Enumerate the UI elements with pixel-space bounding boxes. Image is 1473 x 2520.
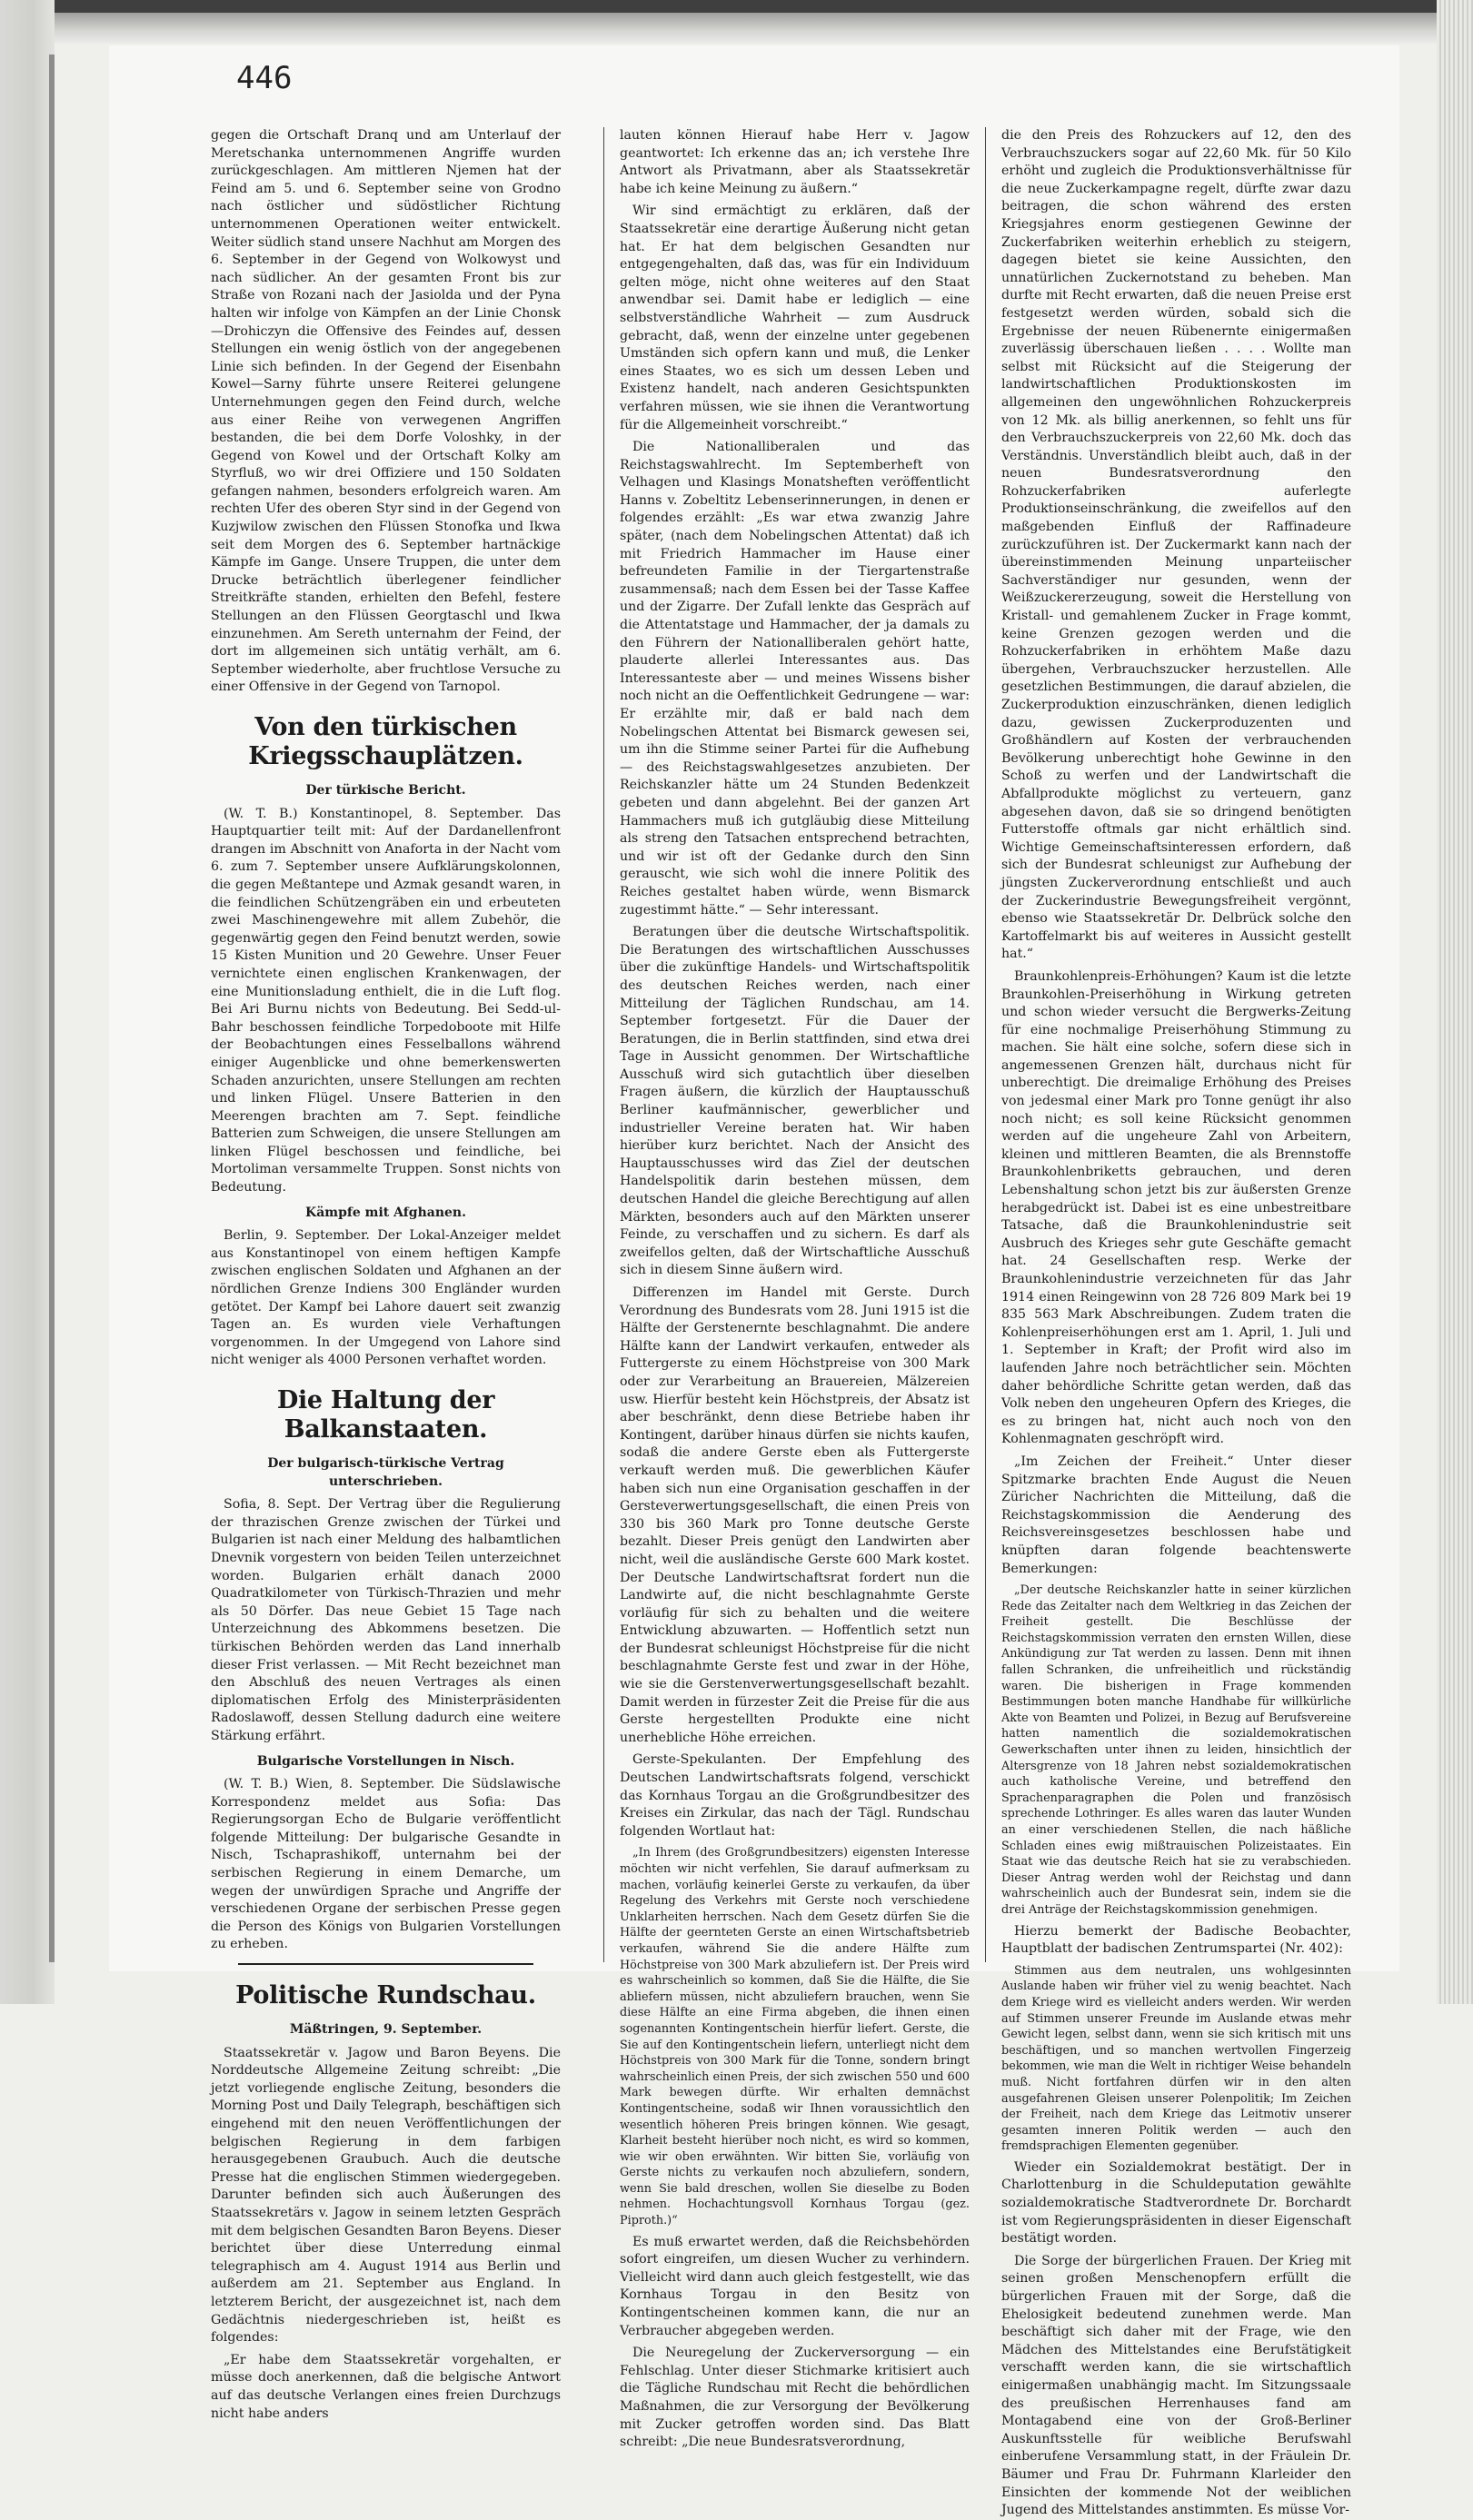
article-text: Berlin, 9. September. Der Lokal-Anzeiger meldet aus Konstantinopel von einem heftigen Kampfe zwischen englischen Soldaten und Afghanen an der nördlichen Grenze Indiens 300 Engländer wurden getötet. Der Kampf bei Lahore dauert seit zwanzig Tagen an. Es wurden viele Verhaftungen vorgenommen. In der Umgegend von Lahore sind nicht weniger als 4000 Personen verhaftet worden. [211,1228,561,1368]
column-rule-2 [985,127,986,1962]
article-text: Sofia, 8. Sept. Der Vertrag über die Regulierung der thrazischen Grenze zwischen der Türkei und Bulgarien ist nach einer Meldung des halbamtlichen Dnevnik vorgestern von beiden Teilen unterzeichnet worden. Bulgarien erhält danach 2000 Quadratkilometer von Türkisch-Thrazien und mehr als 50 Dörfer. Das neue Gebiet 15 Tage nach Unterzeichnung des Abkommens besetzen. Die türkischen Behörden werden das Land innerhalb dieser Frist verlassen. — Mit Recht bezeichnet man den Abschluß des neuen Vertrages als einen diplomatischen Erfolg des Ministerpräsidenten Radoslawoff, dessen Stellung dadurch eine weitere Stärkung erfährt. [211,1497,561,1743]
article-text: „Er habe dem Staatssekretär vorgehalten, er müsse doch anerkennen, daß die belgische Antwort auf das deutsche Verlangen eines freien Durchzugs nicht habe anders [211,2352,561,2421]
article-text: Die Sorge der bürgerlichen Frauen. Der Krieg mit seinen großen Menschenopfern erfüllt die bürgerlichen Frauen mit der Sorge, daß die Ehelosigkeit bedeutend zunehmen werde. Man beschäftigt sich daher mit der Frage, wie den Mädchen des Mittelstandes eine Berufstätigkeit verschafft werden kann, die sie wirtschaftlich einigermaßen unabhängig macht. Im Sitzungssaale des preußischen Herrenhauses fand am Montagabend eine von der Groß-Berliner Auskunftsstelle für weibliche Berufswahl einberufene Versammlung statt, in der Fräulein Dr. Bäumer und Frau Dr. Fuhrmann Klarleider den Einsichten der kommende Not der weiblichen Jugend des Mittelstandes anstimmten. Es müsse Vor- [1001,2253,1351,2518]
subheading: Kämpfe mit Afghanen. [305,1205,466,1220]
section-heading-turkish: Von den türkischen Kriegsschauplätzen. [248,713,523,770]
article-text: die den Preis des Rohzuckers auf 12, den des Verbrauchszuckers sogar auf 22,60 Mk. für 50 Kilo erhöht und zugleich die Produktionsverhältnisse für die neue Zuckerkampagne regelt, dürfte zwar dazu beitragen, die schon während des ersten Kriegsjahres enorm gestiegenen Gewinne der Zuckerfabriken weiterhin erheblich zu steigern, dagegen bietet sie keine Aussichten, den unnatürlichen Zuckernotstand zu beheben. Man durfte mit Recht erwarten, daß die neuen Preise erst festgesetzt werden würden, sobald sich die Ergebnisse der neuen Rübenernte einigermaßen zuverlässig überschauen ließen . . . . Wollte man selbst mit Rücksicht auf die Steigerung der landwirtschaftlichen Produktionskosten im allgemeinen den ungewöhnlichen Rohzuckerpreis von 12 Mk. als billig anerkennen, so fehlt uns für den Verbrauchszuckerpreis von 22,60 Mk. doch das Verständnis. Unverständlich bleibt auch, daß in der neuen Bundesratsverordnung den Rohzuckerfabriken auferlegte Produktionseinschränkung, die zweifellos auf den maßgebenden Einfluß der Raffinadeure zurückzuführen ist. Der Zuckermarkt kann nach der übereinstimmenden Meinung unparteiischer Sachverständiger nur gesunden, wenn der Weißzuckererzeugung, soweit die Herstellung von Kristall- und gemahlenem Zucker in Frage kommt, keine Grenzen gezogen werden und die Rohzuckerfabriken in erhöhtem Maße dazu übergehen, Verbrauchszucker herzustellen. Alle gesetzlichen Bestimmungen, die darauf abzielen, die Zuckerproduktion einzuschränken, dienen lediglich dazu, gewissen Zuckerproduzenten und Großhändlern auf Kosten der verbrauchenden Bevölkerung unberechtigt hohe Gewinne in den Schoß zu werfen und der Landwirtschaft die Abfallprodukte möglichst zu verteuern, ganz abgesehen davon, daß sie so dringend benötigten Futterstoffe oftmals gar nicht erhältlich sind. Wichtige Gemeinschaftsinteressen erfordern, daß sich der Bundesrat schleunigst zur Aufhebung der jüngsten Zuckerverordnung entschließt und auch der Zuckerindustrie Bewegungsfreiheit vergönnt, ebenso wie Staatssekretär Dr. Delbrück solche den Kartoffelmarkt bis auf weiteres in Aussicht gestellt hat.“ [1001,128,1351,962]
article-text: Differenzen im Handel mit Gerste. Durch Verordnung des Bundesrats vom 28. Juni 1915 ist die Hälfte der Gerstenernte beschlagnahmt. Die andere Hälfte kann der Landwirt verkaufen, entweder als Futtergerste zu einem Höchstpreise von 300 Mark oder zur Verarbeitung an Brauereien, Mälzereien usw. Hierfür besteht kein Höchstpreis, der Absatz ist aber beschränkt, denn diese Betriebe haben ihr Kontingent, darüber hinaus dürfen sie nichts kaufen, sodaß die andere Gerste eben als Futtergerste verkauft werden muß. Die gewerblichen Käufer haben sich nun eine Organisation geschaffen in der Gersteverwertungsgesellschaft, die einen Preis von 330 bis 360 Mark pro Tonne deutsche Gerste bezahlt. Dieser Preis genügt den Landwirten aber nicht, weil die ausländische Gerste 600 Mark kostet. Der Deutsche Landwirtschaftsrat fordert nun die Landwirte auf, die nicht beschlagnahmte Gerste vorläufig für sich zu behalten und die weitere Entwicklung abzuwarten. — Hoffentlich setzt nun der Bundesrat schleunigst Höchstpreise für die nicht beschlagnahmte Gerste fest und zwar in der Höhe, wie sie die Gerstenverwertungsgesellschaft bezahlt. Damit werden in fürzester Zeit die Preise für die aus Gerste hergestellten Produkte eine nicht unerhebliche Höhe erreichen. [620,1285,970,1745]
page-top-edge [55,0,1437,44]
dateline: Mäßtringen, 9. September. [289,2022,483,2038]
article-text: (W. T. B.) Wien, 8. September. Die Südslawische Korrespondenz meldet aus Sofia: Das Regierungsorgan Echo de Bulgarie veröffentlicht folgende Mitteilung: Der bulgarische Gesandte in Nisch, Tschaprashikoff, unternahm bei der serbischen Regierung in einem Demarche, um wegen der unwürdigen Sprache und Angriffe der verschiedenen Organe der serbischen Presse gegen die Person des Königs von Bulgarien Vorstellungen zu erheben. [211,1777,561,1952]
column-rule-1 [603,127,604,1962]
section-heading-balkan: Die Haltung der Balkanstaaten. [276,1386,495,1444]
page-number: 446 [236,60,293,96]
article-text: lauten können Hierauf habe Herr v. Jagow geantwortet: Ich erkenne das an; ich verstehe Ihre Antwort als Privatmann, aber als Staatssekretär habe ich keine Meinung zu äußern.“ [620,128,970,196]
column-3 [1001,127,1351,2518]
column-1 [211,127,561,2421]
article-text: Staatssekretär v. Jagow und Baron Beyens. Die Norddeutsche Allgemeine Zeitung schreibt: „Die jetzt vorliegende englische Zeitung, besonders die Morning Post und Daily Telegraph, beschäftigen sich eingehend mit den neuen Veröffentlichungen der belgischen Regierung in dem farbigen herausgegebenen Graubuch. Auch die deutsche Presse hat die englischen Stimmen wiedergegeben. Darunter befinden sich auch Äußerungen des Staatssekretärs v. Jagow in seinem letzten Gespräch mit dem belgischen Gesandten Baron Beyens. Dieser berichtet über diese Unterredung einmal telegraphisch am 4. August 1914 aus Berlin und außerdem am 21. September aus England. In letzterem Bericht, der ausgezeichnet ist, nach dem Gedächtnis niedergeschrieben ist, heißt es folgendes: [211,2045,561,2346]
subheading: Der bulgarisch-türkische Vertrag unterschrieben. [267,1456,504,1489]
quoted-text: „Der deutsche Reichskanzler hatte in seiner kürzlichen Rede das Zeitalter nach dem Weltkrieg in das Zeichen der Freiheit gestellt. Die Beschlüsse der Reichstagskommission verraten den ernsten Willen, diese Ankündigung zur Tat werden zu lassen. Denn mit ihnen fallen Schranken, die unfreiheitlich und rückständig waren. Die bisherigen in Frage kommenden Bestimmungen boten manche Handhabe für willkürliche Akte von Beamten und Polizei, in Bezug auf Berufsvereine hatten namentlich die sozialdemokratischen Gewerkschaften unter ihnen zu leiden, hinsichtlich der Altersgrenze von 18 Jahren nebst sozialdemokratischen auch katholische Vereine, und betreffend den Sprachenparagraphen die Polen und französisch sprechende Lothringer. Es alles waren das lauter Wunden an einer verschiedenen Stellen, die nach häßliche Schladen eines ewig mißtrauischen Polizeistaates. Ein Staat wie das deutsche Reich hat sie zu verabschieden. Dieser Antrag werden wohl der Reichstag und dann wahrscheinlich auch der Bundesrat sein, indem sie die drei Anträge der Reichstagskommission genehmigen. [1001,1583,1351,1917]
subheading: Bulgarische Vorstellungen in Nisch. [256,1753,515,1769]
article-text: „Im Zeichen der Freiheit.“ Unter dieser Spitzmarke brachten Ende August die Neuen Züricher Nachrichten die Mitteilung, daß die Reichstagskommission die Aenderung des Reichsvereinsgesetzes beschlossen habe und knüpften daran folgende beachtenswerte Bemerkungen: [1001,1453,1351,1576]
article-text: Braunkohlenpreis-Erhöhungen? Kaum ist die letzte Braunkohlen-Preiserhöhung in Wirkung getreten und schon wieder versucht die Bergwerks-Zeitung für eine nochmalige Preiserhöhung Stimmung zu machen. Sie hält eine solche, sofern diese sich in angemessenen Grenzen hält, durchaus nicht für unberechtigt. Die dreimalige Erhöhung des Preises von jedesmal einer Mark pro Tonne genügt ihr also noch nicht; es soll keine Rücksicht genommen werden auf die ungeheure Zahl von Arbeitern, kleinen und mittleren Beamten, die als Brennstoffe Braunkohlenbriketts gebrauchen, und deren Lebenshaltung schon jetzt bis zur äußersten Grenze herabgedrückt ist. Dabei ist es eine unbestreitbare Tatsache, daß die Braunkohlenindustrie seit Ausbruch des Krieges sehr gute Geschäfte gemacht hat. 24 Gesellschaften resp. Werke der Braunkohlenindustrie verzeichneten für das Jahr 1914 einen Reingewinn von 28 726 809 Mark bei 19 835 563 Mark Abschreibungen. Zudem traten die Kohlenpreiserhöhungen erst am 1. April, 1. Juli und 1. September in Kraft; der Profit wird also im laufenden Jahre noch beträchtlicher sein. Möchten daher behördliche Schritte getan werden, daß das Volk neben den ungeheuren Opfern des Krieges, die es zu bringen hat, nicht auch noch von den Kohlenmagnaten geschröpft wird. [1001,968,1351,1447]
article-text: Beratungen über die deutsche Wirtschaftspolitik. Die Beratungen des wirtschaftlichen Ausschusses über die zukünftige Handels- und Wirtschaftspolitik des deutschen Reiches werden, nach einer Mitteilung der Täglichen Rundschau, am 14. September fortgesetzt. Für die Dauer der Beratungen, die in Berlin stattfinden, sind etwa drei Tage in Aussicht genommen. Der Wirtschaftliche Ausschuß wird sich gutachtlich über dieselben Fragen äußern, die kürzlich der Hauptausschuß Berliner kaufmännischer, gewerblicher und industrieller Vereine beraten hat. Wir haben hierüber kurz berichtet. Nach der Ansicht des Hauptausschusses wird das Ziel der deutschen Handelspolitik darin bestehen müssen, dem deutschen Handel die gleiche Berechtigung auf allen Märkten, besonders auch auf den Märkten unserer Feinde, zu verschaffen und zu sichern. Es darf als zweifellos gelten, daß der Wirtschaftliche Ausschuß sich in diesem Sinne äußern wird. [620,925,970,1278]
article-text: Die Neuregelung der Zuckerversorgung — ein Fehlschlag. Unter dieser Stichmarke kritisiert auch die Tägliche Rundschau mit Recht die behördlichen Maßnahmen, die zur Versorgung der Bevölkerung mit Zucker getroffen worden sind. Das Blatt schreibt: „Die neue Bundesratsverordnung, [620,2346,970,2450]
article-text: Die Nationalliberalen und das Reichstagswahlrecht. Im Septemberheft von Velhagen und Klasings Monatsheften veröffentlicht Hanns v. Zobeltitz Lebenserinnerungen, in denen er folgendes erzählt: „Es war etwa zwanzig Jahre später, (nach dem Nobelingschen Attentat) daß ich mit Friedrich Hammacher im Hause einer befreundeten Familie in der Tiergartenstraße zusammensaß; nach dem Essen bei der Tasse Kaffee und der Zigarre. Der Zufall lenkte das Gespräch auf die Attentatstage und Hammacher, der ja damals zu den Führern der Nationalliberalen gehört hatte, plauderte allerlei Interessantes aus. Das Interessanteste aber — und meines Wissens bisher noch nicht an die Oeffentlichkeit Gedrungene — war: Er erzählte mir, daß er bald nach dem Nobelingschen Attentat bei Bismarck gewesen sei, um ihn die Stimme seiner Partei für die Aufhebung — des Reichstagswahlgesetzes anzubieten. Der Reichskanzler hätte um 24 Stunden Bedenkzeit gebeten und dann abgelehnt. Bei der ganzen Art Hammachers muß ich gutgläubig diese Mitteilung als streng den Tatsachen entsprechend betrachten, und wir ist oft der Gedanke durch den Sinn gerauscht, wie sich wohl die innere Politik des Reiches gestaltet haben würde, wenn Bismarck zugestimmt hätte.“ — Sehr interessant. [620,440,970,918]
article-text: gegen die Ortschaft Dranq und am Unterlauf der Meretschanka unternommenen Angriffe wurden zurückgeschlagen. Am mittleren Njemen hat der Feind am 5. und 6. September seine von Grodno nach östlicher und südöstlicher Richtung unternommenen Operationen weiter entwickelt. Weiter südlich stand unsere Nachhut am Morgen des 6. September in der Gegend von Wolkowyst und nach südlicher. An der gesamten Front bis zur Straße von Rozani nach der Jasiolda und der Pyna halten wir infolge von Kämpfen an der Linie Chonsk—Drohiczyn die Offensive des Feindes auf, dessen Stellungen ein wenig östlich von der angegebenen Linie sich befinden. In der Gegend der Eisenbahn Kowel—Sarny führte unsere Reiterei gelungene Unternehmungen gegen den Feind durch, welche aus einer Reihe von verwegenen Angriffen bestanden, die bei dem Dorfe Voloshky, in der Gegend von Kowel und der Ortschaft Kolky am Styrfluß, wo wir drei Offiziere und 150 Soldaten gefangen nahmen, besonders erfolgreich waren. Am rechten Ufer des oberen Styr sind in der Gegend von Kuzjwilow zwischen den Flüssen Stonofka und Ikwa seit dem Morgen des 6. September hartnäckige Kämpfe im Gange. Unsere Truppen, die unter dem Drucke beträchtlich überlegener feindlicher Streitkräfte standen, erhielten den Befehl, festere Stellungen an den Flüssen Georgtaschl und Ikwa einzunehmen. Am Sereth unternahm der Feind, der dort im allgemeinen sich untätig verhält, am 6. September wiederholte, aber fruchtlose Versuche zu einer Offensive in der Gegend von Tarnopol. [211,128,561,695]
separator-line [238,1963,533,1965]
article-text: Hierzu bemerkt der Badische Beobachter, Hauptblatt der badischen Zentrumspartei (Nr. 402): [1001,1923,1351,1957]
book-binding [0,0,55,2004]
article-text: Gerste-Spekulanten. Der Empfehlung des Deutschen Landwirtschaftsrats folgend, verschickt das Kornhaus Torgau an die Großgrundbesitzer des Kreises ein Zirkular, das nach der Tägl. Rundschau folgenden Wortlaut hat: [620,1752,970,1839]
subheading: Der türkische Bericht. [305,783,466,798]
article-text: Wieder ein Sozialdemokrat bestätigt. Der in Charlottenburg in die Schuldeputation gewählte sozialdemokratische Stadtverordnete Dr. Borchardt ist vom Regierungspräsidenten in dieser Eigenschaft bestätigt worden. [1001,2159,1351,2247]
article-text: Wir sind ermächtigt zu erklären, daß der Staatssekretär eine derartige Äußerung nicht getan hat. Er hat dem belgischen Gesandten nur entgegengehalten, daß das, was für ein Individuum gelten möge, nicht ohne weiteres auf den Staat anwendbar sei. Damit habe er lediglich — eine selbstverständliche Wahrheit — zum Ausdruck gebracht, daß, wenn der einzelne unter gegebenen Umständen sich opfern kann und muß, die Lenker eines Staates, wo es sich um dessen Leben und Existenz handelt, nach anderen Gesichtspunkten verfahren müssen, wie sie ihnen die Verantwortung für die Allgemeinheit vorschreibt.“ [620,203,970,432]
article-text: Es muß erwartet werden, daß die Reichsbehörden sofort eingreifen, um diesen Wucher zu verhindern. Vielleicht wird dann auch gleich festgestellt, wie das Kornhaus Torgau in den Besitz von Kontingentscheinen kommen kann, die nur an Verbraucher abgegeben werden. [620,2234,970,2338]
article-text: (W. T. B.) Konstantinopel, 8. September. Das Hauptquartier teilt mit: Auf der Dardanellenfront drangen im Abschnitt von Anaforta in der Nacht vom 6. zum 7. September unsere Aufklärungskolonnen, die gegen Meßtantepe und Azmak gesandt waren, in die feindlichen Schützengräben ein und erbeuteten zwei Maschinengewehre mit allem Zubehör, die gegenwärtig gegen den Feind benutzt werden, sowie 15 Kisten Munition und 20 Gewehre. Unser Feuer vernichtete einen englischen Krankenwagen, der eine Munitionsladung enthielt, die in die Luft flog. Bei Ari Burnu nichts von Bedeutung. Bei Sedd-ul-Bahr beschossen feindliche Torpedoboote mit Hilfe der Beobachtungen eines Fesselballons während einiger Augenblicke und ohne bemerkenswerten Schaden anzurichten, unsere Stellungen am rechten und linken Flügel. Unsere Batterien in den Meerengen brachten am 7. Sept. feindliche Batterien zum Schweigen, die unsere Stellungen am linken Flügel beschossen und feindliche, bei Mortoliman versammelte Truppen. Sonst nichts von Bedeutung. [211,806,561,1196]
quoted-text: Stimmen aus dem neutralen, uns wohlgesinnten Auslande haben wir früher viel zu wenig beachtet. Nach dem Kriege wird es vielleicht anders werden. Wir werden auf Stimmen unserer Freunde im Auslande etwas mehr Gewicht legen, selbst dann, wenn sie sich kritisch mit uns beschäftigen, und so manchen wertvollen Fingerzeig bekommen, wie man die Welt in richtiger Weise behandeln muß. Nicht fortfahren dürfen wir in den alten ausgefahrenen Gleisen unserer Polenpolitik; Im Zeichen der Freiheit, nach dem Kriege das Leitmotiv unserer gesamten inneren Politik werden — auch den fremdsprachigen Elementen gegenüber. [1001,1963,1351,2154]
page-stack-edge [1437,0,1473,2004]
column-2 [620,127,970,2450]
section-heading-politics: Politische Rundschau. [235,1981,536,2010]
quoted-circular: „In Ihrem (des Großgrundbesitzers) eigensten Interesse möchten wir nicht verfehlen, Sie darauf aufmerksam zu machen, vorläufig keinerlei Gerste zu verkaufen, da über Regelung des Verkehrs mit Gerste noch verschiedene Unklarheiten herrschen. Nach dem Gesetz dürfen Sie die Hälfte der geernteten Gerste an einen Wirtschaftsbetrieb verkaufen, während Sie die andere Hälfte zum Höchstpreise von 300 Mark abzuliefern ist. Der Preis wird es wahrscheinlich so kommen, daß Sie die Hälfte, die Sie abliefern müssen, nicht abzuliefern brauchen, wenn Sie diese Hälfte an eine Firma abgeben, die ihnen einen sogenannten Kontingentschein hierfür liefert. Gerste, die Sie auf den Kontingentschein liefern, unterliegt nicht dem Höchstpreis von 300 Mark für die Tonne, sondern bringt wahrscheinlich einen Preis, der sich zwischen 550 und 600 Mark bewegen dürfte. Wir erhalten demnächst Kontingentscheine, sodaß wir Ihnen voraussichtlich den wesentlich höheren Preis bringen können. Wie gesagt, Klarheit besteht hierüber noch nicht, es wird so kommen, wie wir oben erwähnten. Wir bitten Sie, vorläufig von Gerste nichts zu verkaufen noch abzuliefern, sondern, wenn Sie bald dreschen, wollen Sie dieselbe zu Boden nehmen. Hochachtungsvoll Kornhaus Torgau (gez. Piproth.)“ [620,1846,970,2228]
